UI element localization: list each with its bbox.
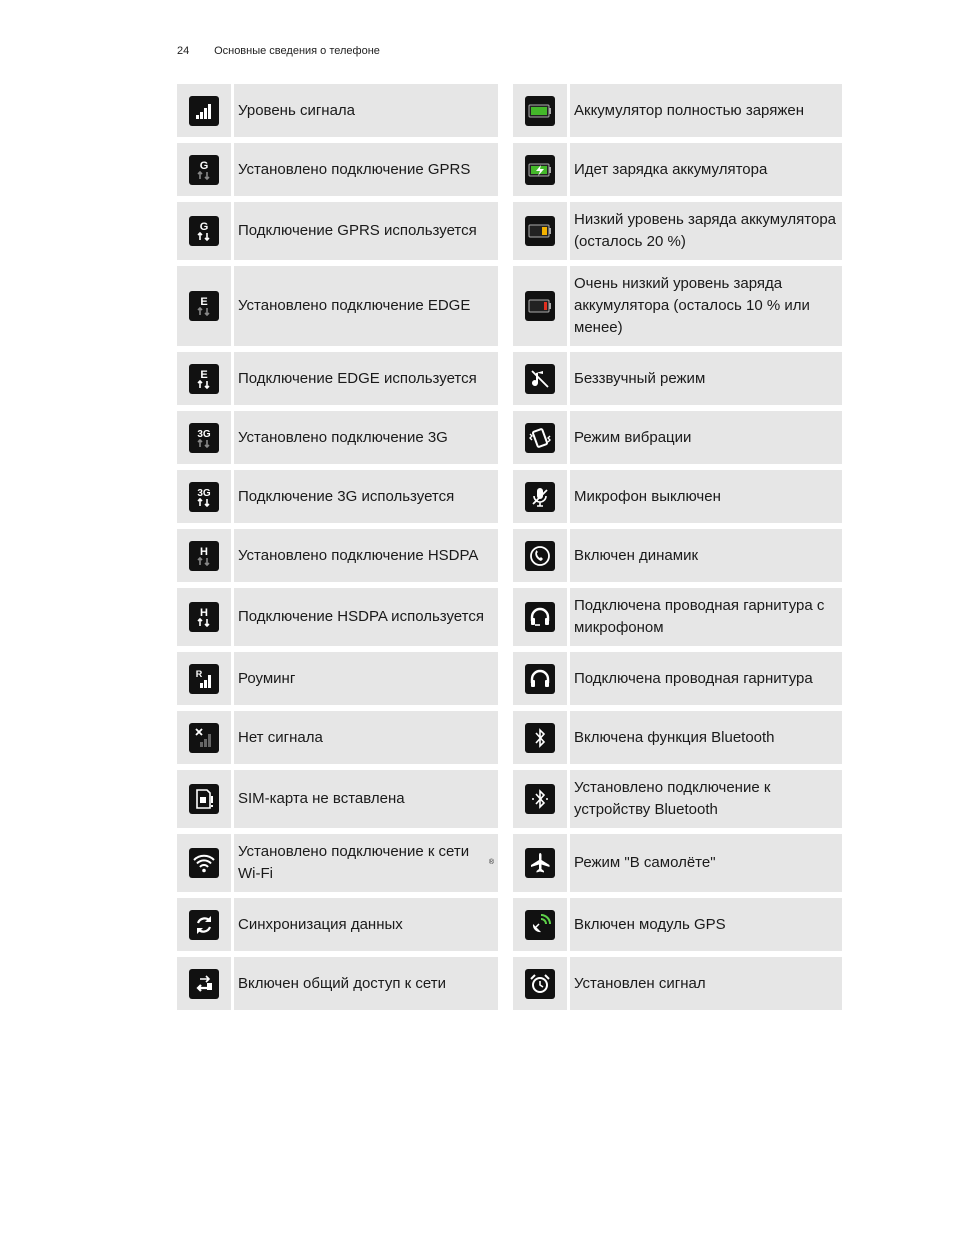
table-cell [177,470,498,523]
icon-description [570,470,725,523]
description-text: Установлено подключение GPRS [238,160,471,178]
table-row [177,652,842,705]
edge-connected-icon [189,291,219,321]
table-cell [513,588,842,646]
icon-description [570,529,702,582]
description-text: Уровень сигнала [238,101,356,119]
icon-column [513,352,570,405]
icon-column [177,770,234,828]
icon-column [177,529,234,582]
description-text: Включен динамик [574,546,699,564]
table-cell [177,588,498,646]
table-cell [177,202,498,260]
table-cell [513,266,842,346]
table-cell [177,529,498,582]
icon-description [234,898,407,951]
table-row [177,411,842,464]
icon-column [513,957,570,1010]
icon-description [570,898,730,951]
table-cell [513,529,842,582]
table-row [177,266,842,346]
icon-description [570,202,842,260]
table-row [177,898,842,951]
icon-column [177,652,234,705]
svg-text:E: E [200,296,208,308]
battery-low-icon [525,216,555,246]
gprs-connected-icon [189,155,219,185]
svg-text:3G: 3G [197,487,211,499]
svg-text:H: H [200,545,208,558]
icon-description [570,84,808,137]
icon-column [513,834,570,892]
table-row [177,711,842,764]
edge-in-use-icon [189,364,219,394]
icon-column [513,266,570,346]
icon-column [513,588,570,646]
icon-description [234,470,458,523]
description-text: Нет сигнала [238,728,323,746]
table-cell [513,202,842,260]
table-cell [513,352,842,405]
section-title: Основные сведения о телефоне [214,45,380,57]
wifi-icon [189,848,219,878]
icon-description [570,770,842,828]
icon-description [234,529,482,582]
table-cell [513,834,842,892]
status-icons-table [177,84,842,1016]
vibrate-mode-icon [525,423,555,453]
icon-description [234,266,474,346]
icon-column [513,202,570,260]
icon-description [570,957,710,1010]
table-cell [177,143,498,196]
description-text: Подключена проводная гарнитура с микрофоном [574,597,825,636]
icon-column [513,711,570,764]
table-cell [513,143,842,196]
table-row [177,352,842,405]
table-cell [513,411,842,464]
icon-description [570,352,709,405]
3g-connected-icon [189,423,219,453]
icon-description [570,266,842,346]
description-text: Режим вибрации [574,428,692,446]
description-text: Установлено подключение EDGE [238,297,471,314]
description-text: Режим "В самолёте" [574,854,716,871]
signal-bars-icon [189,96,219,126]
bluetooth-icon [525,723,555,753]
description-text: Беззвучный режим [574,369,706,387]
icon-column [177,84,234,137]
page-header [177,45,380,57]
icon-description [570,652,817,705]
no-signal-icon [189,723,219,753]
icon-column [513,470,570,523]
battery-charging-icon [525,155,555,185]
icon-description [234,143,474,196]
table-row [177,529,842,582]
icon-description [570,588,842,646]
description-text: Роуминг [238,669,296,687]
table-cell [513,652,842,705]
description-text: Включен модуль GPS [574,915,726,933]
table-row [177,202,842,260]
table-cell [177,834,498,892]
svg-text:G: G [199,221,209,233]
description-text: Установлено подключение к устройству Bluetooth [574,779,771,818]
icon-column [513,652,570,705]
icon-column [177,834,234,892]
svg-text:3G: 3G [197,428,211,440]
page-number: 24 [177,45,190,57]
icon-description [570,834,720,892]
icon-column [177,898,234,951]
icon-description [570,411,695,464]
hsdpa-in-use-icon [189,602,219,632]
icon-column [513,143,570,196]
table-cell [177,652,498,705]
description-text: Идет зарядка аккумулятора [574,160,768,178]
table-cell [177,957,498,1010]
battery-very-low-icon [525,291,555,321]
icon-description [234,834,498,892]
description-text: Подключение GPRS используется [238,222,477,239]
icon-column [513,898,570,951]
table-row [177,470,842,523]
description-text: Микрофон выключен [574,487,721,505]
table-cell [177,711,498,764]
description-text: Подключение EDGE используется [238,369,477,387]
table-cell [513,470,842,523]
table-cell [177,84,498,137]
icon-column [177,957,234,1010]
icon-column [177,202,234,260]
icon-column [177,411,234,464]
table-row [177,834,842,892]
table-cell [513,957,842,1010]
icon-column [513,411,570,464]
table-row [177,143,842,196]
icon-description [234,84,359,137]
icon-description [234,957,450,1010]
icon-description [570,143,771,196]
description-text: Очень низкий уровень заряда аккумулятора (осталось 10 % или менее) [574,275,810,336]
table-cell [177,411,498,464]
icon-description [234,770,409,828]
table-cell [513,711,842,764]
icon-column [177,588,234,646]
svg-text:G: G [199,159,209,172]
svg-text:R: R [195,668,203,679]
gprs-in-use-icon [189,216,219,246]
description-text: Установлено подключение к сети Wi-Fi [238,843,470,882]
icon-column [177,266,234,346]
table-cell [177,770,498,828]
table-row [177,770,842,828]
roaming-icon [189,664,219,694]
airplane-mode-icon [525,848,555,878]
description-text: Низкий уровень заряда аккумулятора (осталось 20 %) [574,211,837,250]
svg-text:E: E [200,368,208,381]
icon-description [234,352,481,405]
icon-description [234,652,299,705]
gps-icon [525,910,555,940]
description-text: Установлено подключение 3G [238,428,448,446]
description-text: Включен общий доступ к сети [238,974,446,992]
mic-muted-icon [525,482,555,512]
trademark-mark: ® [488,859,494,866]
silent-mode-icon [525,364,555,394]
table-cell [177,898,498,951]
svg-text:H: H [200,607,208,619]
icon-description [570,711,779,764]
hsdpa-connected-icon [189,541,219,571]
description-text: SIM-карта не вставлена [238,790,405,807]
icon-column [513,84,570,137]
table-cell [513,770,842,828]
description-text: Установлен сигнал [574,974,706,992]
battery-full-icon [525,96,555,126]
table-row [177,588,842,646]
description-text: Аккумулятор полностью заряжен [574,101,805,119]
description-text: Установлено подключение HSDPA [238,546,479,564]
table-cell [513,84,842,137]
headphones-icon [525,664,555,694]
icon-column [513,529,570,582]
speakerphone-icon [525,541,555,571]
bluetooth-connected-icon [525,784,555,814]
table-cell [177,352,498,405]
description-text: Включена функция Bluetooth [574,728,775,746]
icon-column [177,352,234,405]
icon-column [177,143,234,196]
table-row [177,84,842,137]
icon-description [234,202,481,260]
icon-column [177,711,234,764]
table-row [177,957,842,1010]
table-cell [513,898,842,951]
icon-column [513,770,570,828]
description-text: Подключение HSDPA используется [238,608,484,625]
table-cell [177,266,498,346]
3g-in-use-icon [189,482,219,512]
no-sim-icon [189,784,219,814]
headset-mic-icon [525,602,555,632]
network-sharing-icon [189,969,219,999]
icon-description [234,411,452,464]
description-text: Синхронизация данных [238,915,403,933]
icon-column [177,470,234,523]
icon-description [234,588,488,646]
description-text: Подключена проводная гарнитура [574,669,813,687]
description-text: Подключение 3G используется [238,487,455,505]
alarm-icon [525,969,555,999]
sync-icon [189,910,219,940]
icon-description [234,711,327,764]
